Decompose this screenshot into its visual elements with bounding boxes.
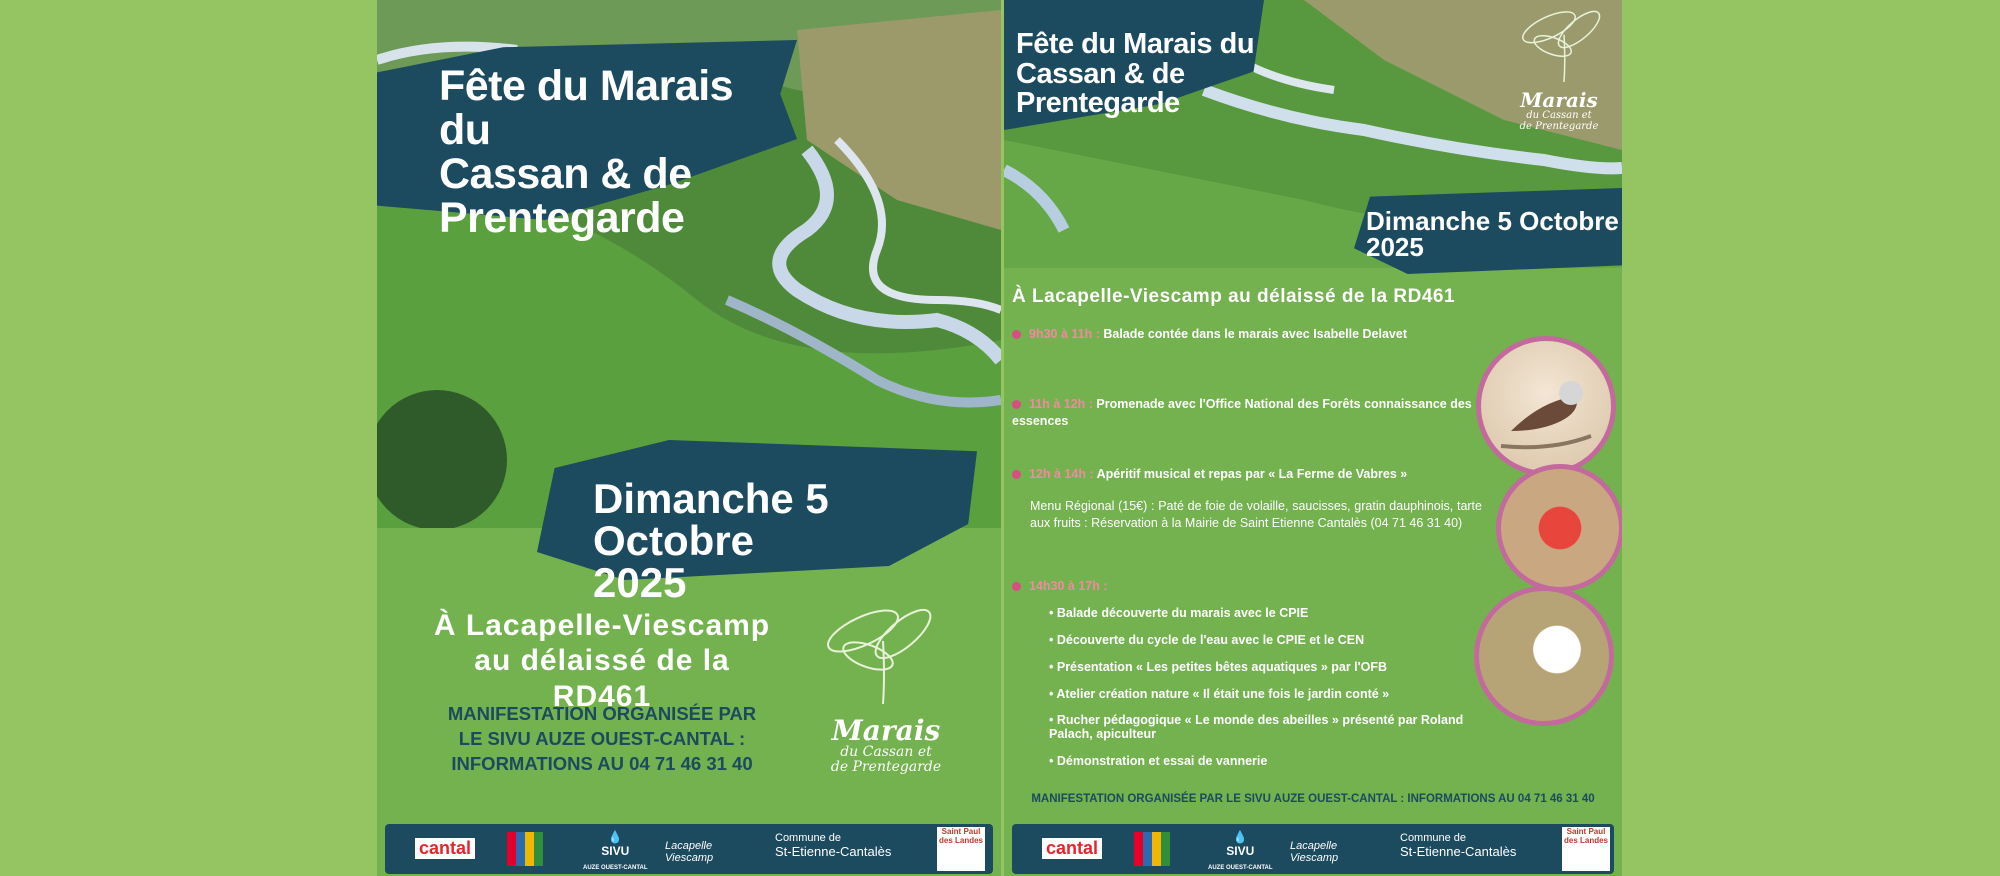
afternoon-text: Atelier création nature « Il était une fois le jardin conté »: [1056, 687, 1390, 701]
afternoon-item: • Rucher pédagogique « Le monde des abeilles » présenté par Roland Palach, apiculteur: [1049, 713, 1464, 741]
logo-sub-1: du Cassan et: [840, 744, 932, 761]
bird-photo: [1476, 336, 1616, 476]
event-date: [593, 475, 1001, 606]
saint-paul-logo-2: Saint Paul des Landes: [1562, 827, 1610, 871]
event-title: [439, 62, 779, 242]
schedule-time: 9h30 à 11h :: [1029, 327, 1100, 341]
logo2-name: Marais: [1520, 88, 1598, 112]
schedule-time: 14h30 à 17h :: [1029, 579, 1108, 593]
location-line-1: À Lacapelle-Viescamp: [433, 609, 771, 642]
organizer-info: [427, 702, 777, 777]
afternoon-text: Démonstration et essai de vannerie: [1056, 754, 1268, 768]
sivu-logo: [583, 830, 648, 872]
afternoon-item: • Démonstration et essai de vannerie: [1049, 754, 1268, 768]
schedule-item: [1012, 578, 1482, 595]
commune-name: St-Etienne-Cantalès: [775, 844, 892, 859]
schedule-time: 11h à 12h :: [1029, 397, 1093, 411]
logo2-sub-2: de Prentegarde: [1519, 120, 1599, 132]
bullet-icon: [1012, 330, 1021, 339]
afternoon-item: • Présentation « Les petites bêtes aquatiques » par l'OFB: [1049, 660, 1388, 674]
schedule-time: 12h à 14h :: [1029, 467, 1094, 481]
afternoon-text: Balade découverte du marais avec le CPIE: [1056, 606, 1309, 620]
drop-icon: 💧: [607, 830, 623, 844]
event-date-2: [1366, 208, 1619, 260]
title2-line-3: Prentegarde: [1016, 87, 1180, 120]
afternoon-text: Rucher pédagogique « Le monde des abeilles » présenté par Roland Palach, apiculteur: [1049, 713, 1464, 741]
title-line-1: Fête du Marais du: [439, 62, 734, 154]
date-line-1: Dimanche 5 Octobre: [593, 475, 829, 564]
marais-logo-2: [1504, 90, 1614, 132]
drop-icon: 💧: [1232, 830, 1248, 844]
sivu-label: SIVU: [601, 844, 630, 858]
schedule-text: Apéritif musical et repas par « La Ferme de Vabres »: [1096, 467, 1408, 481]
partner-logos-bar: [385, 824, 993, 874]
date2-line-1: Dimanche 5 Octobre: [1366, 206, 1619, 236]
butterfly-photo: [1474, 586, 1614, 726]
cantal-logo: cantal: [415, 838, 475, 859]
schedule-item: [1012, 326, 1482, 343]
logo-name: Marais: [831, 714, 941, 747]
marais-logo: [811, 716, 961, 775]
tourism-logos-2: [1134, 832, 1170, 866]
organizer-line-1: MANIFESTATION ORGANISÉE PAR: [447, 703, 757, 724]
title2-line-1: Fête du Marais du: [1016, 28, 1255, 60]
event-location-2: À Lacapelle-Viescamp au délaissé de la RD461: [1012, 286, 1456, 307]
afternoon-item: • Balade découverte du marais avec le CPIE: [1049, 606, 1309, 620]
commune-name: St-Etienne-Cantalès: [1400, 844, 1517, 859]
sivu-logo-2: [1208, 830, 1273, 872]
date2-line-2: 2025: [1366, 232, 1424, 262]
title-line-2: Cassan & de: [439, 149, 692, 198]
sivu-sub: AUZE OUEST-CANTAL: [583, 865, 648, 871]
poster-right: [1004, 0, 1622, 876]
logo2-sub-1: du Cassan et: [1526, 110, 1592, 121]
event-location: [427, 608, 777, 714]
menu-text: Menu Régional (15€) : Paté de foie de volaille, saucisses, gratin dauphinois, tarte aux fruits : Réservation à la Mairie de Saint Etienne Cantalès (04 71 46 31 40): [1030, 499, 1482, 530]
afternoon-item: • Atelier création nature « Il était une fois le jardin conté »: [1049, 687, 1390, 701]
commune-logo: [775, 832, 891, 859]
partner-logos-bar-2: [1012, 824, 1614, 874]
event-title-2: [1016, 30, 1256, 119]
dragonfly-icon-2: [1519, 6, 1609, 86]
afternoon-item: • Découverte du cycle de l'eau avec le CPIE et le CEN: [1049, 633, 1365, 647]
poster-left: [377, 0, 1001, 876]
title-line-3: Prentegarde: [439, 193, 685, 242]
commune-logo-2: [1400, 832, 1516, 859]
organizer-line-3: INFORMATIONS AU 04 71 46 31 40: [451, 752, 753, 774]
lacapelle-logo: Lacapelle Viescamp: [665, 840, 714, 864]
schedule-text: Promenade avec l'Office National des Forêts connaissance des essences: [1012, 397, 1472, 428]
organizer-info-2: MANIFESTATION ORGANISÉE PAR LE SIVU AUZE OUEST-CANTAL : INFORMATIONS AU 04 71 46 31 40: [1031, 793, 1595, 805]
schedule-item: [1012, 396, 1482, 430]
lacapelle-logo-2: Lacapelle Viescamp: [1290, 840, 1339, 864]
location-line-2: au délaissé de la RD461: [474, 644, 730, 713]
saint-paul-logo: Saint Paul des Landes: [937, 827, 985, 871]
cantal-logo-2: cantal: [1042, 838, 1102, 859]
commune-label: Commune de: [1400, 832, 1467, 844]
bullet-icon: [1012, 582, 1021, 591]
flower-photo: [1496, 464, 1622, 592]
title2-line-2: Cassan & de: [1016, 57, 1185, 90]
commune-label: Commune de: [775, 832, 842, 844]
bullet-icon: [1012, 470, 1021, 479]
dragonfly-icon: [823, 606, 943, 706]
bullet-icon: [1012, 400, 1021, 409]
logo-sub-2: de Prentegarde: [830, 759, 942, 776]
organizer-line-2: LE SIVU AUZE OUEST-CANTAL :: [458, 727, 746, 749]
date-line-2: 2025: [593, 559, 687, 606]
afternoon-text: Découverte du cycle de l'eau avec le CPIE et le CEN: [1056, 633, 1365, 647]
tourism-logos: [507, 832, 543, 866]
afternoon-text: Présentation « Les petites bêtes aquatiques » par l'OFB: [1056, 660, 1388, 674]
schedule-item: [1012, 466, 1482, 483]
schedule-text: Balade contée dans le marais avec Isabelle Delavet: [1103, 327, 1407, 341]
sivu-label: SIVU: [1226, 844, 1255, 858]
sivu-sub: AUZE OUEST-CANTAL: [1208, 865, 1273, 871]
